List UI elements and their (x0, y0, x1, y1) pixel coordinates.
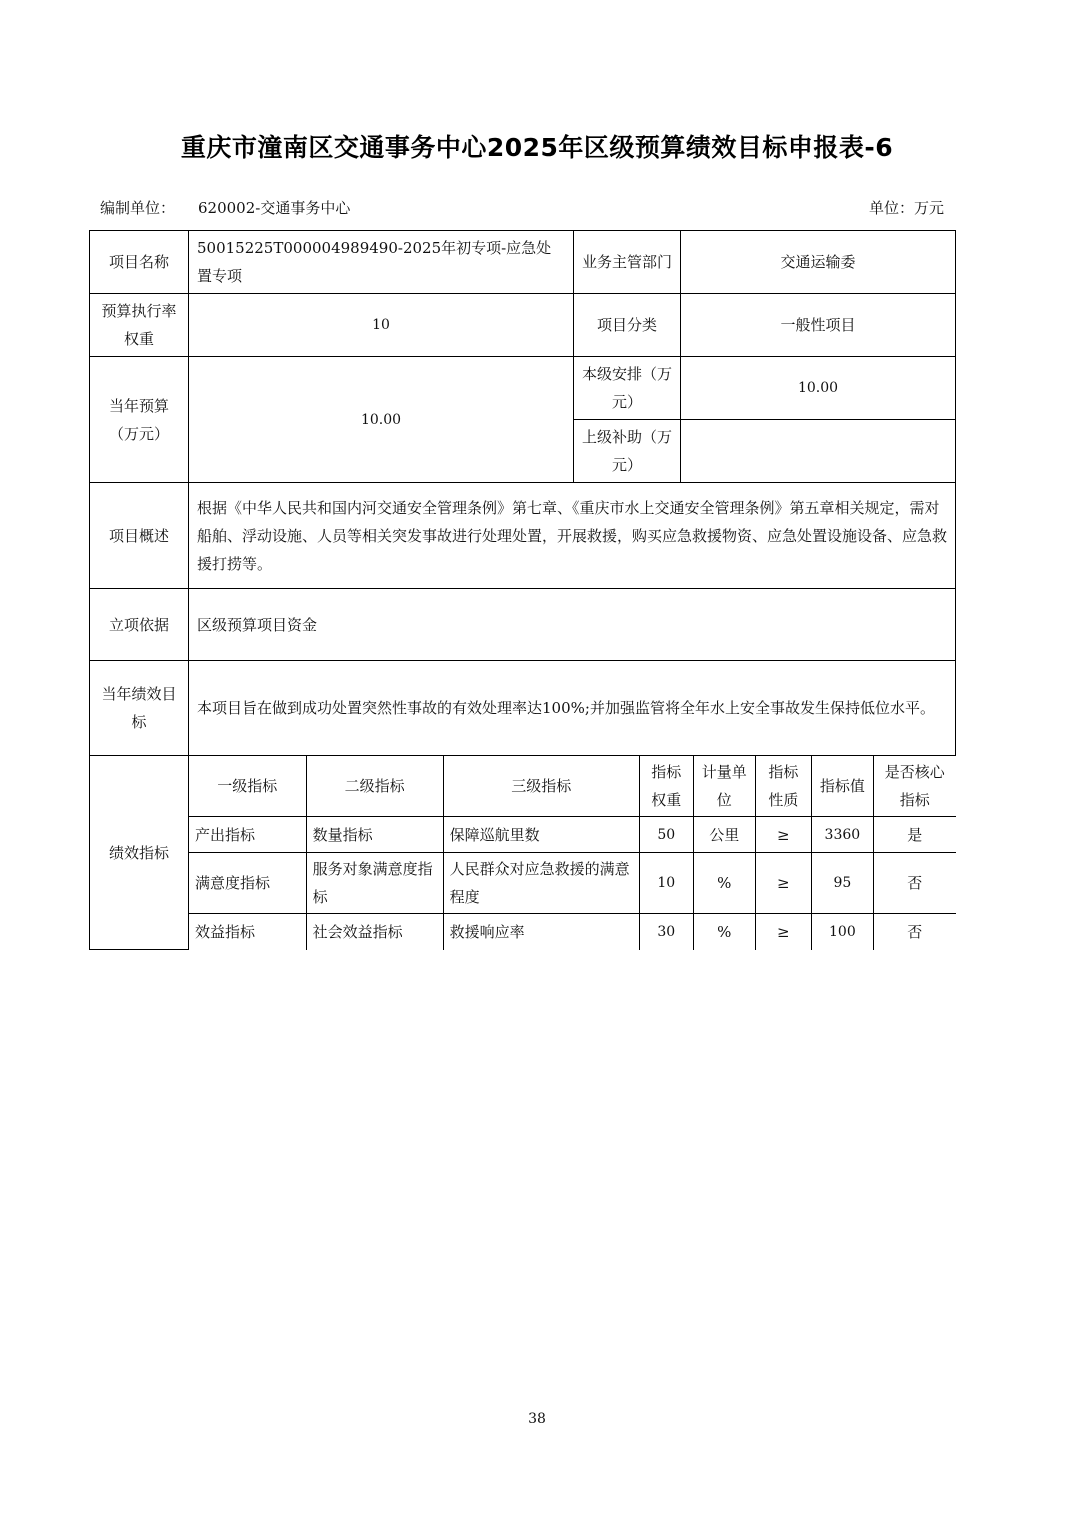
header-level2: 二级指标 (306, 756, 443, 817)
goal-value: 本项目旨在做到成功处置突然性事故的有效处理率达100%;并加强监管将全年水上安全事故发生保持低位水平。 (189, 661, 956, 756)
subsidy-value (681, 420, 956, 483)
indicator-header-row (189, 756, 956, 817)
level3-cell: 人民群众对应急救援的满意程度 (443, 853, 639, 914)
header-level1: 一级指标 (189, 756, 306, 817)
org-label: 编制单位： (100, 199, 176, 217)
subsidy-label: 上级补助（万元） (574, 420, 681, 483)
level3-cell: 保障巡航里数 (443, 817, 639, 853)
header-level3: 三级指标 (443, 756, 639, 817)
core-cell: 否 (873, 914, 955, 950)
header-unit: 计量单位 (693, 756, 755, 817)
local-value: 10.00 (681, 357, 956, 420)
budget-table (89, 230, 956, 950)
core-cell: 否 (873, 853, 955, 914)
weight-cell: 50 (639, 817, 693, 853)
project-name-label: 项目名称 (90, 231, 189, 294)
table-row (189, 853, 956, 914)
level3-cell: 救援响应率 (443, 914, 639, 950)
header-core: 是否核心指标 (873, 756, 955, 817)
nature-cell: ≥ (755, 817, 811, 853)
dept-label: 业务主管部门 (574, 231, 681, 294)
value-cell: 100 (811, 914, 873, 950)
weight-cell: 30 (639, 914, 693, 950)
table-row (189, 914, 956, 950)
unit-label: 单位：万元 (868, 199, 944, 217)
level2-cell: 社会效益指标 (306, 914, 443, 950)
unit-cell: % (693, 914, 755, 950)
weight-cell: 10 (639, 853, 693, 914)
overview-label: 项目概述 (90, 483, 189, 589)
basis-label: 立项依据 (90, 589, 189, 661)
table-row (189, 817, 956, 853)
unit-cell: % (693, 853, 755, 914)
value-cell: 3360 (811, 817, 873, 853)
budget-value: 10.00 (189, 357, 574, 483)
level2-cell: 服务对象满意度指标 (306, 853, 443, 914)
unit-cell: 公里 (693, 817, 755, 853)
level1-cell: 满意度指标 (189, 853, 306, 914)
goal-label: 当年绩效目标 (90, 661, 189, 756)
perf-label: 绩效指标 (90, 756, 189, 950)
page-title: 重庆市潼南区交通事务中心2025年区级预算绩效目标申报表-6 (180, 133, 894, 162)
page-number: 38 (528, 1411, 546, 1427)
level1-cell: 产出指标 (189, 817, 306, 853)
level2-cell: 数量指标 (306, 817, 443, 853)
exec-weight-label: 预算执行率权重 (90, 294, 189, 357)
level1-cell: 效益指标 (189, 914, 306, 950)
indicator-cell (189, 756, 956, 950)
org-value: 620002-交通事务中心 (198, 199, 351, 217)
budget-label: 当年预算（万元） (90, 357, 189, 483)
category-value: 一般性项目 (681, 294, 956, 357)
value-cell: 95 (811, 853, 873, 914)
indicator-table (189, 756, 956, 950)
nature-cell: ≥ (755, 914, 811, 950)
nature-cell: ≥ (755, 853, 811, 914)
exec-weight-value: 10 (189, 294, 574, 357)
category-label: 项目分类 (574, 294, 681, 357)
basis-value: 区级预算项目资金 (189, 589, 956, 661)
project-name-value: 50015225T000004989490-2025年初专项-应急处置专项 (189, 231, 574, 294)
dept-value: 交通运输委 (681, 231, 956, 294)
org-info (100, 197, 350, 218)
header-weight: 指标权重 (639, 756, 693, 817)
header-nature: 指标性质 (755, 756, 811, 817)
local-label: 本级安排（万元） (574, 357, 681, 420)
overview-value: 根据《中华人民共和国内河交通安全管理条例》第七章、《重庆市水上交通安全管理条例》第五章相关规定，需对船舶、浮动设施、人员等相关突发事故进行处理处置，开展救援，购买应急救援物资、应急处置设施设备、应急救援打捞等。 (189, 483, 956, 589)
core-cell: 是 (873, 817, 955, 853)
header-value: 指标值 (811, 756, 873, 817)
